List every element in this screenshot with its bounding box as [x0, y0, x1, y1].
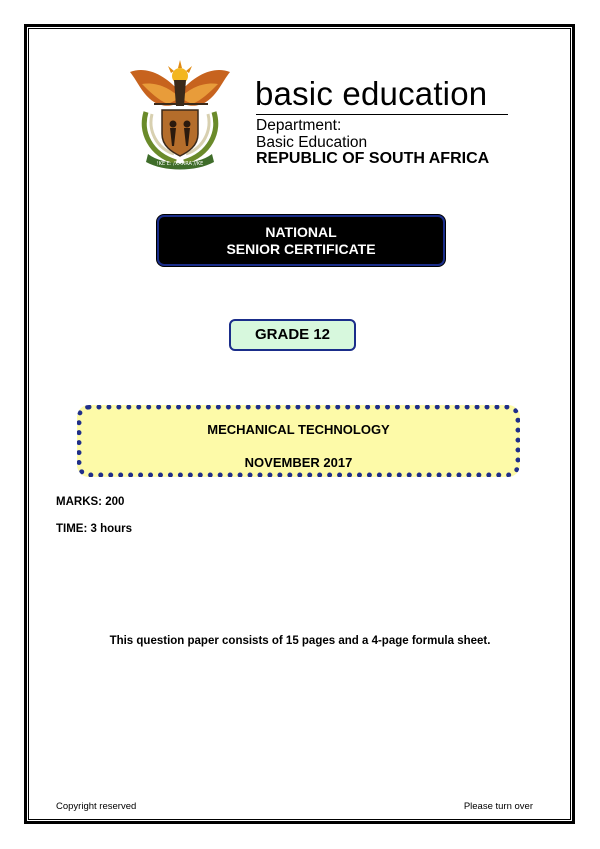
brand-title: basic education: [255, 75, 488, 112]
turn-over-footer: Please turn over: [463, 801, 533, 812]
brand-divider: [256, 114, 508, 115]
marks-label: MARKS: 200: [56, 496, 125, 508]
department-name: Basic Education: [256, 134, 368, 151]
grade-badge: GRADE 12: [229, 319, 356, 351]
crest-motto-text: !KE E: /XARRA //KE: [156, 161, 204, 167]
time-label: TIME: 3 hours: [56, 523, 133, 535]
page-count-note: This question paper consists of 15 pages and a 4-page formula sheet.: [109, 635, 491, 647]
certificate-line-1: NATIONAL: [265, 224, 337, 240]
certificate-line-2: SENIOR CERTIFICATE: [226, 241, 376, 257]
department-label: Department:: [256, 117, 342, 134]
coat-of-arms-icon: [124, 54, 236, 172]
exam-session: NOVEMBER 2017: [244, 455, 353, 470]
subject-name: MECHANICAL TECHNOLOGY: [207, 422, 390, 437]
copyright-footer: Copyright reserved: [56, 801, 137, 812]
subject-box: [77, 405, 520, 477]
country-name: REPUBLIC OF SOUTH AFRICA: [256, 150, 490, 167]
certificate-banner: [157, 215, 445, 266]
